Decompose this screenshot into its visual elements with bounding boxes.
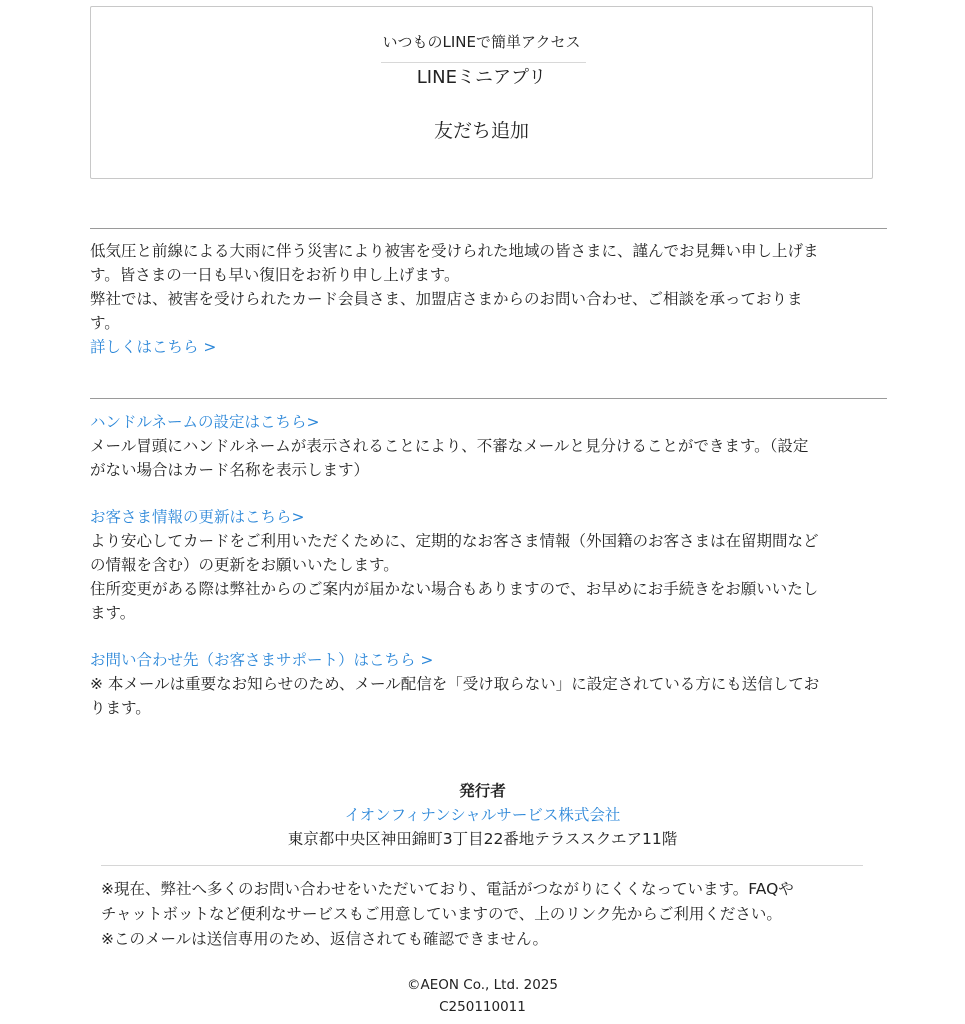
footer-divider — [101, 865, 863, 866]
publisher-block — [0, 779, 965, 851]
customer-info-text: より安心してカードをご利用いただくために、定期的なお客さま情報（外国籍のお客さまは在留期間など — [90, 532, 819, 550]
notice-text: 弊社では、被害を受けられたカード会員さま、加盟店さまからのお問い合わせ、ご相談を承っておりま — [90, 290, 803, 308]
footer-notes — [101, 877, 871, 952]
customer-info-link[interactable]: お客さま情報の更新はこちら> — [90, 508, 305, 526]
mail-code: C250110011 — [439, 999, 526, 1015]
publisher-title: 発行者 — [459, 782, 506, 800]
notice-text: す。皆さまの一日も早い復旧をお祈り申し上げます。 — [90, 266, 460, 284]
section-divider — [90, 228, 887, 229]
customer-info-section — [90, 505, 880, 625]
notice-text: 低気圧と前線による大雨に伴う災害により被害を受けられた地域の皆さまに、謹んでお見舞い申し上げま — [90, 242, 819, 260]
copyright-block — [0, 974, 965, 1018]
support-text: ※ 本メールは重要なお知らせのため、メール配信を「受け取らない」に設定されている方にも送信してお — [90, 675, 820, 693]
line-mini-app-button[interactable]: LINEミニアプリ — [416, 67, 547, 88]
line-tagline: いつものLINEで簡単アクセス — [382, 33, 581, 51]
add-friend-button[interactable]: 友だち追加 — [433, 120, 529, 142]
handle-name-section — [90, 410, 880, 482]
section-divider — [90, 398, 887, 399]
handle-name-link[interactable]: ハンドルネームの設定はこちら> — [90, 413, 320, 431]
footer-note: ※現在、弊社へ多くのお問い合わせをいただいており、電話がつながりにくくなっています。FAQや — [101, 880, 794, 898]
customer-info-text: の情報を含む）の更新をお願いいたします。 — [90, 556, 399, 574]
notice-text: す。 — [90, 314, 120, 332]
line-access-box — [90, 6, 873, 179]
details-link[interactable]: 詳しくはこちら > — [90, 338, 217, 356]
disaster-notice — [90, 239, 880, 359]
footer-note: チャットボットなど便利なサービスもご用意していますので、上のリンク先からご利用ください。 — [101, 905, 782, 923]
support-text: ります。 — [90, 699, 151, 717]
footer-note: ※このメールは送信専用のため、返信されても確認できません。 — [101, 930, 548, 948]
customer-info-text: 住所変更がある際は弊社からのご案内が届かない場合もありますので、お早めにお手続きをお願いいたし — [90, 580, 819, 598]
support-section — [90, 648, 880, 720]
support-link[interactable]: お問い合わせ先（お客さまサポート）はこちら > — [90, 651, 434, 669]
publisher-company-link[interactable]: イオンフィナンシャルサービス株式会社 — [344, 806, 621, 824]
handle-name-text: メール冒頭にハンドルネームが表示されることにより、不審なメールと見分けることができます。（設定 — [90, 437, 809, 455]
publisher-address: 東京都中央区神田錦町3丁目22番地テラススクエア11階 — [287, 830, 678, 848]
handle-name-text: がない場合はカード名称を表示します） — [90, 461, 370, 479]
copyright: ©AEON Co., Ltd. 2025 — [407, 977, 558, 993]
customer-info-text: ます。 — [90, 604, 136, 622]
